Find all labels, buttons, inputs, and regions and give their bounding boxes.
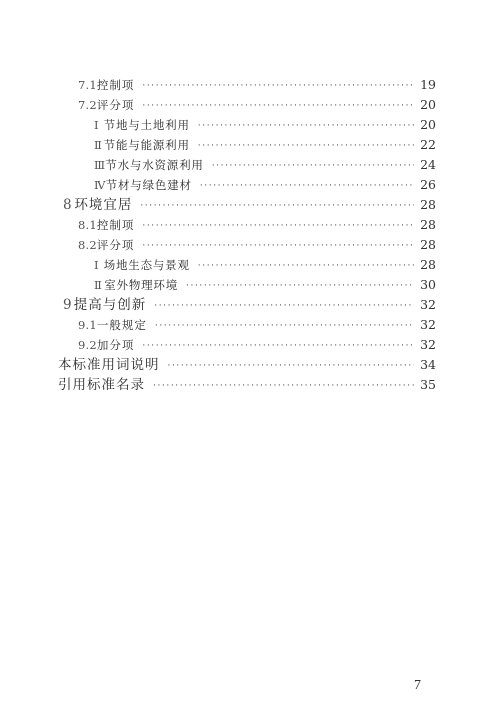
toc-entry-number: 9.1 — [78, 318, 97, 332]
toc-entry-9-2[interactable] — [56, 335, 436, 355]
toc-entry-7-2-ii[interactable] — [56, 135, 436, 155]
toc-entry-page: 28 — [420, 257, 436, 272]
toc-entry-8-1[interactable] — [56, 215, 436, 235]
dot-leader — [168, 356, 415, 376]
toc-entry-title: 评分项 — [96, 98, 135, 112]
toc-entry-7-2-iv[interactable] — [56, 175, 436, 195]
toc-entry-8-2-i[interactable] — [56, 255, 436, 275]
toc-entry-page: 32 — [420, 317, 436, 332]
toc-entry-7-2-i[interactable] — [56, 115, 436, 135]
toc-entry-references[interactable] — [56, 375, 436, 395]
toc-entry-title: 节材与绿色建材 — [105, 178, 192, 192]
dot-leader — [198, 136, 414, 156]
toc-entry-page: 32 — [420, 297, 436, 312]
toc-entry-number: 8.1 — [78, 218, 97, 232]
toc-entry-title: 控制项 — [96, 218, 135, 232]
toc-entry-page: 28 — [420, 217, 436, 232]
toc-entry-page: 26 — [420, 177, 436, 192]
dot-leader — [140, 196, 414, 216]
toc-entry-number: Ⅲ — [94, 158, 106, 172]
toc-entry-title: 场地生态与景观 — [103, 258, 190, 272]
toc-entry-page: 34 — [420, 357, 436, 372]
dot-leader — [142, 76, 414, 96]
dot-leader — [153, 376, 414, 396]
dot-leader — [198, 116, 414, 136]
toc-entry-title: 引用标准名录 — [58, 377, 145, 393]
toc-entry-9-1[interactable] — [56, 315, 436, 335]
dot-leader — [154, 296, 414, 316]
toc-entry-number: 7.1 — [78, 78, 97, 92]
toc-entry-title: 控制项 — [96, 78, 135, 92]
toc-entry-terminology[interactable] — [56, 355, 436, 375]
dot-leader — [212, 156, 414, 176]
toc-entry-title: 环境宜居 — [74, 197, 133, 213]
toc-entry-page: 35 — [420, 377, 436, 392]
dot-leader — [186, 276, 414, 296]
dot-leader — [198, 256, 414, 276]
toc-entry-title: 一般规定 — [96, 318, 147, 332]
dot-leader — [200, 176, 414, 196]
toc-entry-8-2-ii[interactable] — [56, 275, 436, 295]
toc-entry-page: 30 — [420, 277, 436, 292]
toc-entry-title: 节水与水资源利用 — [105, 158, 204, 172]
toc-entry-page: 22 — [420, 137, 436, 152]
toc-entry-8-2[interactable] — [56, 235, 436, 255]
dot-leader — [155, 316, 414, 336]
toc-entry-number: Ⅰ — [94, 118, 99, 132]
table-of-contents — [56, 75, 436, 395]
toc-entry-7-1[interactable] — [56, 75, 436, 95]
toc-entry-7-2[interactable] — [56, 95, 436, 115]
toc-entry-number: Ⅱ — [94, 278, 103, 292]
toc-entry-page: 20 — [420, 97, 436, 112]
toc-entry-number: Ⅰ — [94, 258, 99, 272]
toc-entry-page: 19 — [420, 77, 436, 92]
toc-entry-9[interactable] — [56, 295, 436, 315]
toc-entry-page: 28 — [420, 237, 436, 252]
toc-entry-page: 32 — [420, 337, 436, 352]
toc-entry-title: 节地与土地利用 — [103, 118, 190, 132]
dot-leader — [142, 96, 414, 116]
toc-entry-number: 8.2 — [78, 238, 97, 252]
toc-entry-page: 28 — [420, 197, 436, 212]
toc-entry-title: 室外物理环境 — [104, 278, 179, 292]
toc-entry-title: 本标准用词说明 — [58, 357, 160, 373]
toc-entry-number: 8 — [63, 197, 72, 213]
toc-entry-title: 节能与能源利用 — [103, 138, 190, 152]
page-number: 7 — [414, 678, 421, 693]
toc-entry-number: Ⅱ — [94, 138, 103, 152]
toc-entry-7-2-iii[interactable] — [56, 155, 436, 175]
dot-leader — [142, 216, 414, 236]
dot-leader — [142, 236, 414, 256]
toc-entry-number: Ⅳ — [94, 178, 106, 192]
toc-entry-number: 9 — [63, 297, 72, 313]
toc-entry-page: 24 — [420, 157, 436, 172]
toc-entry-title: 评分项 — [96, 238, 135, 252]
toc-entry-number: 7.2 — [78, 98, 97, 112]
toc-entry-number: 9.2 — [78, 338, 97, 352]
toc-entry-8[interactable] — [56, 195, 436, 215]
toc-entry-page: 20 — [420, 117, 436, 132]
toc-entry-title: 加分项 — [96, 338, 135, 352]
toc-entry-title: 提高与创新 — [73, 297, 147, 313]
dot-leader — [142, 336, 414, 356]
